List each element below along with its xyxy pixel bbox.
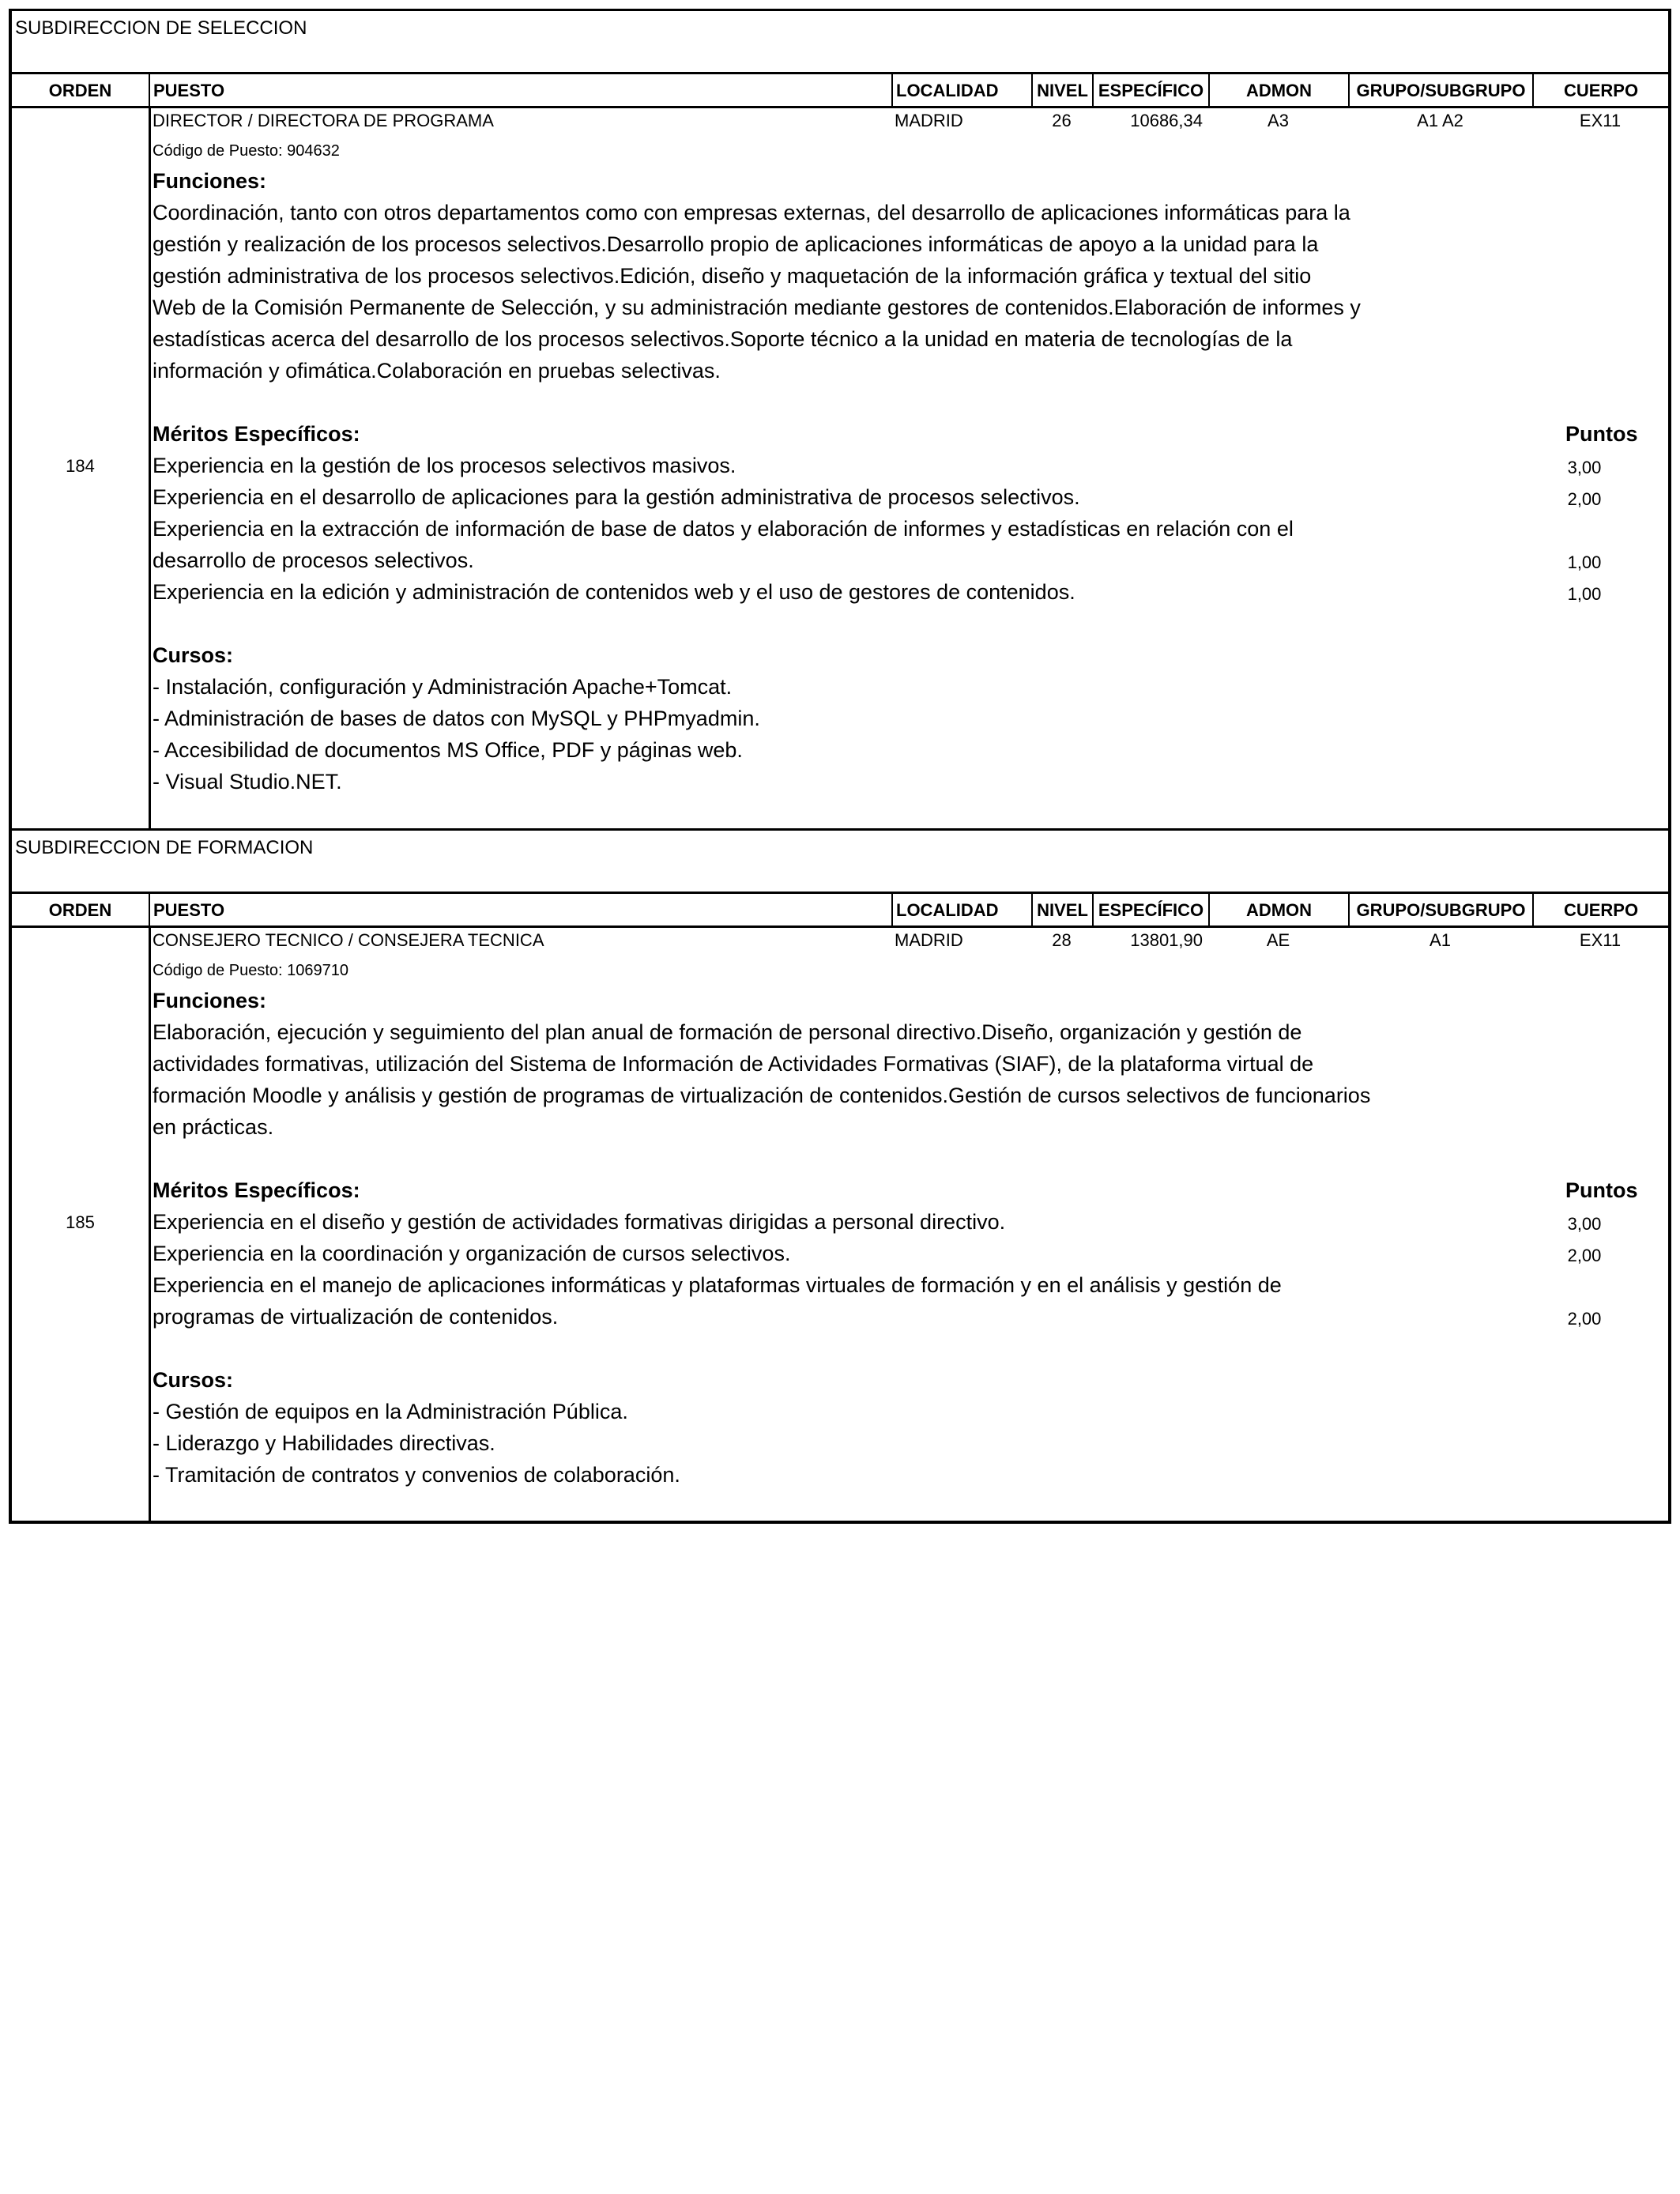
curso-item: - Visual Studio.NET. (153, 770, 342, 794)
localidad-value: MADRID (895, 111, 963, 130)
funciones-line: Elaboración, ejecución y seguimiento del plan anual de formación de personal directivo.Diseño, organización y gestión de (153, 1020, 1302, 1044)
column-header-row (12, 892, 1668, 928)
col-admon: ADMON (1208, 74, 1348, 106)
merito-text: Experiencia en la coordinación y organización de cursos selectivos. (153, 1242, 791, 1265)
puntos-label: Puntos (1565, 422, 1638, 446)
merito-text: Experiencia en el manejo de aplicaciones informáticas y plataformas virtuales de formación y en el análisis y gestión de (153, 1273, 1282, 1297)
funciones-line: información y ofimática.Colaboración en pruebas selectivas. (153, 359, 721, 383)
curso-item: - Administración de bases de datos con MySQL y PHPmyadmin. (153, 707, 760, 730)
funciones-line: en prácticas. (153, 1115, 274, 1139)
funciones-line: estadísticas acerca del desarrollo de los procesos selectivos.Soporte técnico a la unidad en materia de tecnologías de la (153, 327, 1293, 351)
merito-puntos: 1,00 (1567, 552, 1602, 572)
localidad-value: MADRID (895, 930, 963, 950)
section-title: SUBDIRECCION DE FORMACION (15, 837, 314, 858)
col-localidad: LOCALIDAD (891, 894, 1031, 925)
meritos-label: Méritos Específicos: (153, 1178, 360, 1202)
merito-text: programas de virtualización de contenidos. (153, 1305, 559, 1329)
funciones-line: gestión y realización de los procesos selectivos.Desarrollo propio de aplicaciones informáticas de apoyo a la unidad para la (153, 232, 1319, 256)
col-grupo: GRUPO/SUBGRUPO (1348, 74, 1532, 106)
section-seleccion (9, 9, 1671, 828)
merito-text: Experiencia en el desarrollo de aplicaciones para la gestión administrativa de procesos selectivos. (153, 485, 1080, 509)
especifico-value: 10686,34 (1130, 111, 1203, 130)
col-orden: ORDEN (48, 900, 112, 920)
cursos-label: Cursos: (153, 643, 234, 667)
merito-text: Experiencia en la gestión de los procesos selectivos masivos. (153, 454, 736, 477)
admon-value: A3 (1268, 111, 1289, 130)
funciones-line: Web de la Comisión Permanente de Selección, y su administración mediante gestores de contenidos.Elaboración de informes y (153, 296, 1361, 319)
section-formacion (9, 828, 1671, 1524)
puntos-label: Puntos (1565, 1178, 1638, 1202)
merito-puntos: 1,00 (1567, 584, 1602, 604)
cursos-label: Cursos: (153, 1368, 234, 1392)
col-puesto: PUESTO (149, 894, 891, 925)
merito-puntos: 2,00 (1567, 1246, 1602, 1265)
grupo-value: A1 (1430, 930, 1451, 950)
nivel-value: 26 (1052, 111, 1072, 130)
col-especifico: ESPECÍFICO (1092, 894, 1208, 925)
col-especifico: ESPECÍFICO (1092, 74, 1208, 106)
orden-divider (149, 106, 151, 828)
merito-text: Experiencia en el diseño y gestión de actividades formativas dirigidas a personal directivo. (153, 1210, 1006, 1234)
curso-item: - Gestión de equipos en la Administración Pública. (153, 1400, 628, 1423)
col-cuerpo: CUERPO (1532, 74, 1668, 106)
grupo-value: A1 A2 (1417, 111, 1463, 130)
merito-text: desarrollo de procesos selectivos. (153, 548, 474, 572)
codigo-puesto: Código de Puesto: 1069710 (153, 962, 348, 979)
merito-puntos: 3,00 (1567, 458, 1602, 477)
funciones-line: Coordinación, tanto con otros departamentos como con empresas externas, del desarrollo de aplicaciones informáticas para la (153, 201, 1350, 224)
especifico-value: 13801,90 (1130, 930, 1203, 950)
nivel-value: 28 (1052, 930, 1072, 950)
curso-item: - Accesibilidad de documentos MS Office, PDF y páginas web. (153, 738, 743, 762)
orden-value: 185 (66, 1212, 95, 1232)
codigo-puesto: Código de Puesto: 904632 (153, 142, 340, 160)
cuerpo-value: EX11 (1579, 930, 1622, 950)
merito-puntos: 2,00 (1567, 1309, 1602, 1329)
document-page (9, 9, 1671, 1524)
col-orden: ORDEN (48, 81, 112, 100)
col-nivel: NIVEL (1031, 74, 1092, 106)
meritos-label: Méritos Específicos: (153, 422, 360, 446)
funciones-line: actividades formativas, utilización del Sistema de Información de Actividades Formativas (SIAF), de la plataforma virtual de (153, 1052, 1314, 1076)
merito-puntos: 3,00 (1567, 1214, 1602, 1234)
col-admon: ADMON (1208, 894, 1348, 925)
column-header-row (12, 72, 1668, 108)
funciones-line: gestión administrativa de los procesos selectivos.Edición, diseño y maquetación de la información gráfica y textual del sitio (153, 264, 1312, 288)
funciones-line: formación Moodle y análisis y gestión de programas de virtualización de contenidos.Gestión de cursos selectivos de funcionarios (153, 1084, 1371, 1107)
funciones-label: Funciones: (153, 989, 267, 1012)
section-title: SUBDIRECCION DE SELECCION (15, 17, 307, 39)
curso-item: - Tramitación de contratos y convenios de colaboración. (153, 1463, 680, 1487)
merito-text: Experiencia en la edición y administración de contenidos web y el uso de gestores de contenidos. (153, 580, 1075, 604)
merito-puntos: 2,00 (1567, 489, 1602, 509)
cuerpo-value: EX11 (1579, 111, 1622, 130)
admon-value: AE (1266, 930, 1290, 950)
funciones-label: Funciones: (153, 169, 267, 193)
curso-item: - Instalación, configuración y Administración Apache+Tomcat. (153, 675, 733, 699)
col-grupo: GRUPO/SUBGRUPO (1348, 894, 1532, 925)
col-puesto: PUESTO (149, 74, 891, 106)
orden-value: 184 (66, 456, 95, 476)
curso-item: - Liderazgo y Habilidades directivas. (153, 1431, 495, 1455)
merito-text: Experiencia en la extracción de información de base de datos y elaboración de informes y estadísticas en relación con el (153, 517, 1294, 541)
orden-divider (149, 925, 151, 1521)
puesto-name: DIRECTOR / DIRECTORA DE PROGRAMA (153, 111, 494, 130)
puesto-name: CONSEJERO TECNICO / CONSEJERA TECNICA (153, 930, 544, 950)
col-localidad: LOCALIDAD (891, 74, 1031, 106)
col-nivel: NIVEL (1031, 894, 1092, 925)
col-cuerpo: CUERPO (1532, 894, 1668, 925)
